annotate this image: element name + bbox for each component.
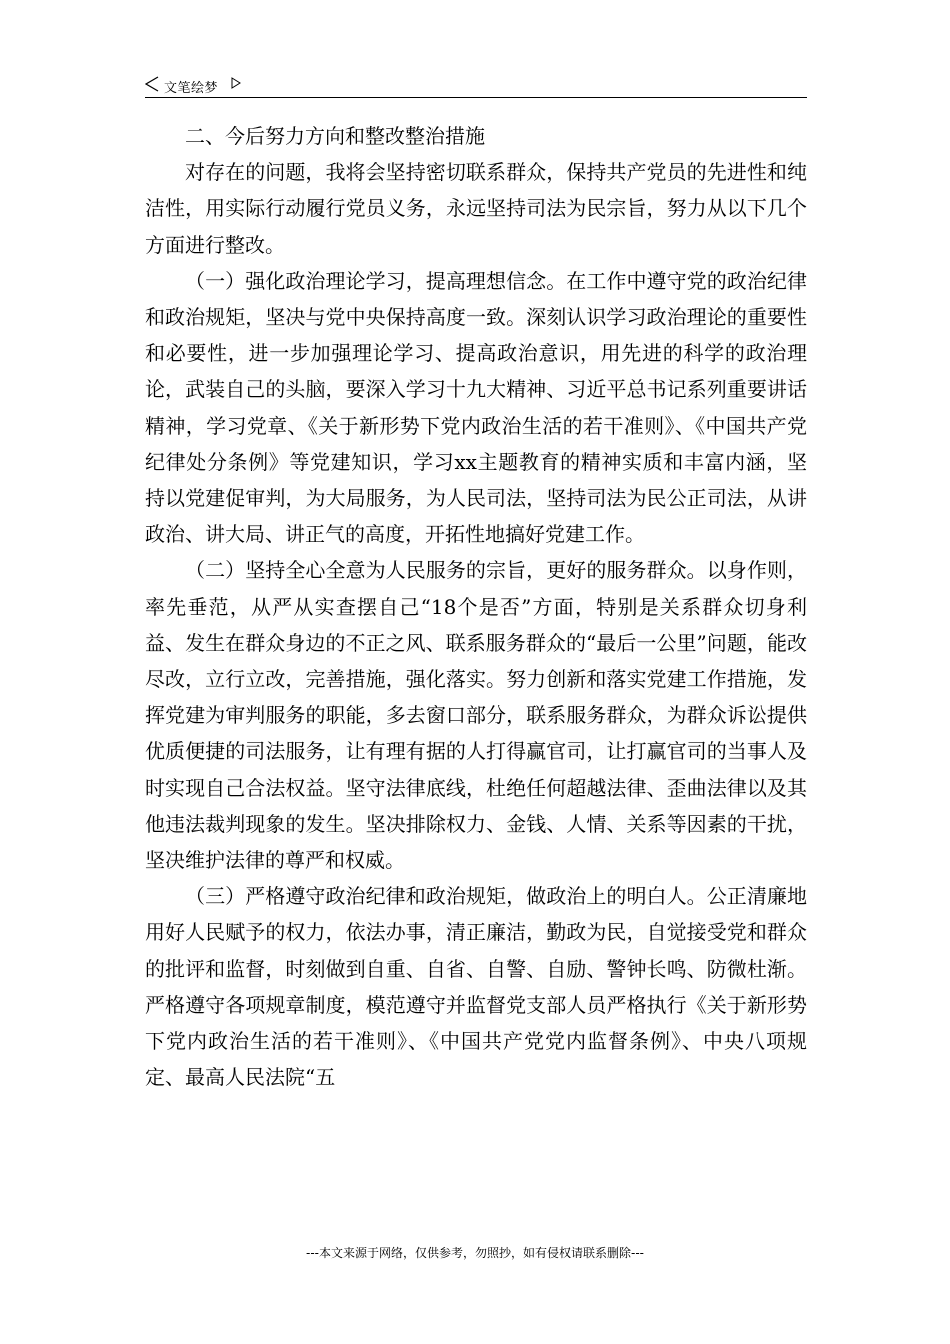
header-divider <box>145 97 807 98</box>
footer-disclaimer: ---本文来源于网络，仅供参考，勿照抄，如有侵权请联系删除--- <box>306 1246 644 1260</box>
body-paragraph: 对存在的问题，我将会坚持密切联系群众，保持共产党员的先进性和纯洁性，用实际行动履行党员义务，永远坚持司法为民宗旨，努力从以下几个方面进行整改。 <box>145 160 807 257</box>
triangle-right-icon <box>231 77 241 89</box>
header-brand: 文笔绘梦 <box>164 81 219 96</box>
section-heading: 二、今后努力方向和整改整治措施 <box>185 124 485 148</box>
page-header <box>145 74 807 98</box>
body-paragraph: （三）严格遵守政治纪律和政治规矩，做政治上的明白人。公正清廉地用好人民赋予的权力，依法办事，清正廉洁，勤政为民，自觉接受党和群众的批评和监督，时刻做到自重、自省、自警、自励、警钟长鸣、防微杜渐。严格遵守各项规章制度，模范遵守并监督党支部人员严格执行《关于新形势下党内政治生活的若干准则》、《中国共产党党内监督条例》、中央八项规定、最高人民法院“五 <box>145 884 807 1090</box>
body-paragraph: （一）强化政治理论学习，提高理想信念。在工作中遵守党的政治纪律和政治规矩，坚决与党中央保持高度一致。深刻认识学习政治理论的重要性和必要性，进一步加强理论学习、提高政治意识，用先进的科学的政治理论，武装自己的头脑，要深入学习十九大精神、习近平总书记系列重要讲话精神，学习党章、《关于新形势下党内政治生活的若干准则》、《中国共产党纪律处分条例》等党建知识，学习xx主题教育的精神实质和丰富内涵，坚持以党建促审判，为大局服务，为人民司法，坚持司法为民公正司法，从讲政治、讲大局、讲正气的高度，开拓性地搞好党建工作。 <box>145 268 807 547</box>
document-body <box>145 118 807 1095</box>
triangle-left-icon <box>145 76 159 92</box>
body-paragraph: （二）坚持全心全意为人民服务的宗旨，更好的服务群众。以身作则，率先垂范，从严从实查摆自己“18个是否”方面，特别是关系群众切身利益、发生在群众身边的不正之风、联系服务群众的“最后一公里”问题，能改尽改，立行立改，完善措施，强化落实。努力创新和落实党建工作措施，发挥党建为审判服务的职能，多去窗口部分，联系服务群众，为群众诉讼提供优质便捷的司法服务，让有理有据的人打得赢官司，让打赢官司的当事人及时实现自己合法权益。坚守法律底线，杜绝任何超越法律、歪曲法律以及其他违法裁判现象的发生。坚决排除权力、金钱、人情、关系等因素的干扰，坚决维护法律的尊严和权威。 <box>145 558 807 873</box>
